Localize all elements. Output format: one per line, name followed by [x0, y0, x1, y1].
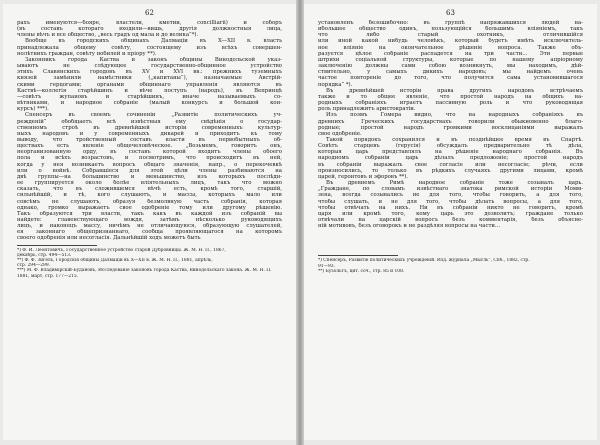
text-line: когда у нея возникаетъ вопросъ общаго значенія, напр., о перекочевкѣ: [17, 161, 282, 168]
text-line: разуется цѣлое собраніе распадется на три части... Эти первые: [318, 50, 583, 57]
footnote-line: 1881, март, стр. 177—215.: [17, 273, 79, 279]
text-line: члены вѣчъ и все общество, „весь градъ од мала и до велика“*).: [17, 32, 199, 39]
text-line: древнихъ Греческихъ государствахъ говорили обыкновенно благо-: [318, 118, 583, 125]
text-line: ибольшее общество одинъ, пользующійся большимъ вліяніемъ, такъ: [318, 26, 583, 33]
text-line: Такой порядокъ сохранился и въ позднѣйшее время въ Спартѣ.: [326, 136, 583, 143]
footnote-line: 91—93.: [318, 263, 335, 269]
text-line: ея законнаго общепризнаннаго, сообща проявляющагося на которомъ: [17, 229, 282, 236]
text-line: выводу, что тройственный составъ власти въ первобытныхъ об-: [17, 136, 282, 143]
text-line: скими герцогами; органами общиннаго управленія являются въ: [17, 81, 282, 88]
text-line: родныхъ собраніяхъ играетъ пассивную роль и что руководящая: [318, 100, 583, 107]
footnote-line: *) Ф. И. Леонтовичъ, Государственное устройство старой Дубровницы. Ж. М. Н. П., 1867,: [17, 247, 226, 253]
text-line: найдете: главенствующаго вождя, затѣмъ нѣсколько руководящихъ: [17, 217, 282, 223]
text-line: роль принадлежитъ аристократіи.: [318, 106, 416, 113]
text-line: Каствѣ—коллегія старѣйшинъ и вѣче поступъ (народъ), въ Вепринцѣ: [17, 87, 282, 94]
text-line: ществахъ есть явленіе общечеловѣческое. „Возьмемъ, говоритъ онъ,: [17, 143, 282, 150]
right-footnotes: [304, 258, 597, 274]
footnote-line: ***) М. Ф. Владимірскій-Будановъ, Исследованіе законовъ города Каства, Винодольскаго закона. Ж. М. Н. П.: [17, 268, 272, 274]
text-line: Совѣтъ старцевъ (герусія) обсуждалъ предварительно тѣ дѣла,: [318, 143, 583, 150]
footnote-line: **) Ф. Ф. Зигель, Городскія общины Далмаціи въ X—XII в. Ж. М. Н. П., 1881, апрѣль,: [17, 258, 213, 264]
footnote-line: *) Спенсеръ, Развитіе политическихъ учрежденій. Изд. журнала „Мысль“, Спб., 1882, стр.: [318, 258, 530, 264]
book-gutter: [296, 0, 304, 445]
text-line: что либо старый охотникъ, отличившійся: [318, 32, 583, 39]
right-body-text: [304, 19, 597, 229]
left-body-text: [3, 19, 296, 242]
text-line: ныхъ народовъ и у современныхъ дикарей и приходитъ къ тому: [17, 130, 282, 137]
text-line: которыя царь представлялъ на рѣшеніе народнаго собранія. Въ: [318, 149, 583, 156]
text-line: неорганизованную орду, въ составъ которой входитъ члены обоего: [17, 149, 282, 156]
text-line: родные; простой народъ громкими восклицаніями выражалъ: [318, 124, 583, 131]
text-line: Изъ поэмъ Гомера видно, что на народныхъ собраніяхъ въ: [326, 112, 583, 119]
text-line: Законникъ города Каства и законъ общины Винодольской указ-: [25, 56, 282, 63]
text-line: зена, всегда созывались не для того, чтобы говорить, а для того,: [318, 192, 583, 199]
text-line: штрихи соціальной структуры, которые по нашему апріорному: [318, 56, 583, 63]
text-line: —совѣтъ жупановъ и старѣйшинъ, иначе называемыхъ со-: [17, 93, 282, 100]
text-line: народномъ собраніи царь дѣлалъ предложеніе; простой народъ: [318, 155, 583, 162]
text-line: ее группируется около болѣе вліятельныхъ лицъ, такъ что можно: [17, 180, 282, 187]
text-line: курсъ) ***).: [17, 106, 49, 113]
text-line: совсѣмъ не слушаютъ, образуя безмолвную часть собранія, которая: [17, 198, 282, 205]
text-line: Въ древнѣйшей исторіи права другихъ народовъ встрѣчаемъ: [326, 87, 583, 94]
text-line: сильнѣйшій, и тѣ, кого слушаютъ, и массы, которыхъ мало или: [17, 192, 282, 199]
text-line: нолѣтнихъ граждан, совѣту нобилей и пріору **).: [17, 50, 157, 57]
text-line: двѣ группы—на большинство и меньшинство, изъ которыхъ послѣдн-: [17, 173, 282, 180]
text-line: чтобы слушать, и не для того, чтобы дѣлать вопросы, а для того,: [318, 198, 583, 205]
text-line: Въ древнемъ Римѣ народное собраніе тоже созывалъ царь.: [326, 180, 583, 187]
footnote-line: стр. 294—299.: [17, 263, 51, 269]
footnote-rule: [17, 245, 97, 246]
text-line: сказать, что въ сложившемся вѣчѣ есть, кромѣ того, старшій,: [17, 186, 282, 193]
text-line: ствительно, у самыхъ дикихъ народовъ; мы найдемъ очень: [318, 69, 583, 76]
text-line: также и то общее явленіе, что простой народъ на общихъ на-: [318, 93, 583, 100]
text-line: ываютъ не слѣдующее государственно-общинное устройство: [17, 63, 282, 70]
text-line: князей замѣнили намѣстники („капитаны“), назначаемые Австрій-: [17, 75, 282, 82]
text-line: этихъ Славянскихъ городовъ въ XV и XVI вв.: прежнихъ туземныхъ: [17, 69, 282, 76]
text-line: принадлежала общему совѣту, состоящему изъ всѣхъ совершен-: [17, 44, 282, 51]
text-line: свое одобреніе.: [318, 130, 362, 137]
text-line: Такъ образуются три власти, такъ какъ въ каждой изъ собраній вы: [17, 210, 282, 217]
text-line: царя или кромѣ того, кому царь это дозволитъ; граждане только: [318, 210, 583, 217]
text-line: чтобы отвѣчать на нихъ. Ни въ собраніи никто не говоритъ, кромѣ: [318, 204, 583, 211]
page-number: 62: [145, 9, 154, 17]
text-line: или иной какой нибудь человѣкъ, который будетъ имѣть исключитель-: [318, 38, 583, 45]
text-line: рахъ именуются—бояре, властели, кметии, concilliarii) и соборъ: [17, 20, 282, 26]
text-line: (въ составъ котораго входили—вишь, другія должностныя лица,: [17, 26, 282, 33]
text-line: Спенсеръ въ своемъ сочиненіи „Развитіе политическихъ уч-: [25, 112, 282, 119]
text-line: Вообще въ городскихъ общинахъ Далмаціи въ X—XII в. власть: [25, 38, 282, 45]
text-line: царей, геронтовъ и эфоровъ **).: [318, 173, 409, 180]
left-footnotes: [3, 248, 296, 279]
footnote-line: декабрь, стр. 494—513.: [17, 252, 72, 258]
text-line: порядка“ *).: [318, 81, 353, 88]
right-page: [304, 4, 597, 440]
text-line: отвѣчали на царскій вопросъ безъ комментарія, безъ объясне-: [318, 217, 583, 223]
text-line: заключенію должны сами собою возникнуть, мы находимъ, дѣй-: [318, 63, 583, 70]
footnote-rule: [318, 255, 398, 256]
text-line: ное вліяніе на окончательное рѣшеніе вопроса. Также объ-: [318, 44, 583, 51]
text-line: своего одобренія или несогласія. Дальнѣйшій ходъ можетъ быть: [17, 235, 201, 242]
text-line: пола и всѣхъ возрастовъ, и посмотримъ, что происходитъ въ ней,: [17, 155, 282, 162]
text-line: ній мотивовъ, безъ оговорокъ и не раздѣляя вопросы на части...: [318, 223, 501, 230]
text-line: произносились, то только въ рѣдкихъ случаяхъ другими лицами, кромѣ: [318, 167, 583, 174]
text-line: частое повтореніе до того, что получится сама установившагося: [318, 75, 583, 82]
text-line: режденій“ обобщаетъ всѣ извѣстныя ему свѣдѣнія о государ-: [17, 118, 282, 125]
text-line: въ собраніи выражалъ свое согласіе или несогласіе; рѣчи, если: [318, 161, 583, 168]
left-page: [3, 4, 296, 440]
footnote-line: **) Бузольтъ, цит. соч., стр. 85 и 108.: [318, 268, 405, 274]
text-line: установленъ безошибочно: въ группѣ напряжавшихся людей на-: [318, 20, 583, 26]
text-line: „Граждане, по словамъ извѣстнаго знатока римской исторіи Момм-: [318, 186, 583, 193]
text-line: лицъ, и наконецъ массу, ничѣмъ не отличающуюся, образующую слушателей,: [17, 223, 282, 230]
text-line: или о войнѣ. Собравшіеся для этой цѣли члены разбиваются на: [17, 167, 282, 174]
page-number: 63: [446, 9, 455, 17]
text-line: ственномъ строѣ въ древнѣйшей исторіи современныхъ культур-: [17, 124, 282, 131]
text-line: однако, громко выражаетъ свое одобреніе тому или другому рѣшенію.: [17, 204, 282, 211]
text-line: вѣтниками, и народное собраніе (малый конкурсъ и большой кон-: [17, 100, 282, 107]
